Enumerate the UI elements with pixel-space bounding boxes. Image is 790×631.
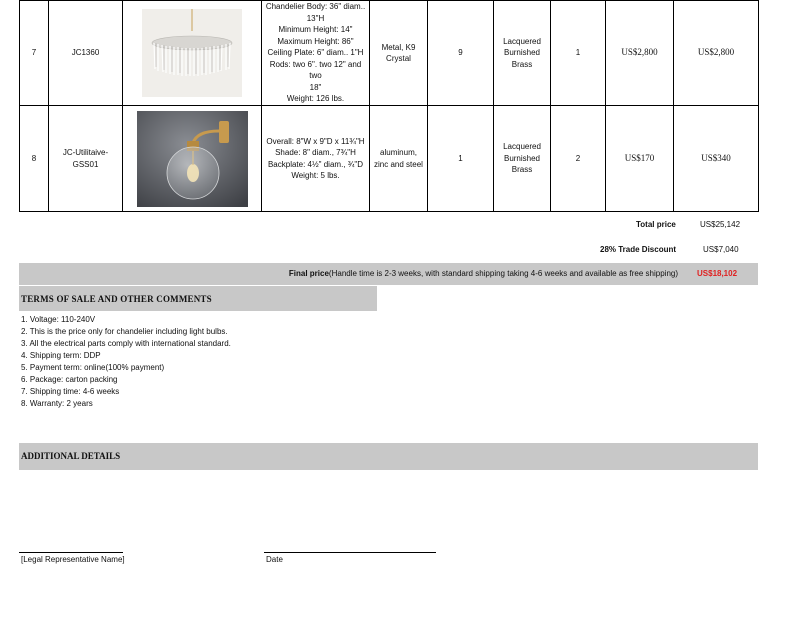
items-table <box>19 0 759 212</box>
list-item: 8. Warranty: 2 years <box>21 399 93 408</box>
trade-discount-value: US$7,040 <box>703 245 739 254</box>
total-price-label: Total price <box>636 220 676 229</box>
additional-details-heading: ADDITIONAL DETAILS <box>21 451 121 461</box>
item-specs: Chandelier Body: 36" diam.. 13"H Minimum Height: 14" Maximum Height: 86" Ceiling Plate: 6" diam.. 1"H Rods: two 6". two 12" and two 18" Weight: 126 lbs. <box>262 1 370 106</box>
list-item: 7. Shipping time: 4-6 weeks <box>21 387 120 396</box>
item-number: 7 <box>20 1 49 106</box>
total-price-value: US$25,142 <box>700 220 741 229</box>
representative-label: [Legal Representative Name] <box>21 555 125 564</box>
trade-discount-label: 28% Trade Discount <box>600 245 677 254</box>
final-price-value: US$18,102 <box>697 269 738 278</box>
terms-heading-bar <box>19 286 377 311</box>
item-code: JC-Utilitaive- GSS01 <box>49 106 123 212</box>
list-item: 1. Voltage: 110-240V <box>21 315 96 324</box>
item-material: aluminum, zinc and steel <box>370 106 428 212</box>
table-row <box>20 1 759 106</box>
item-quantity: 2 <box>551 106 606 212</box>
terms-heading: TERMS OF SALE AND OTHER COMMENTS <box>21 294 212 304</box>
item-material: Metal, K9 Crystal <box>370 1 428 106</box>
item-specs: Overall: 8"W x 9"D x 11¾"H Shade: 8" diam., 7¾"H Backplate: 4½" diam., ¾"D Weight: 5 lbs. <box>262 106 370 212</box>
list-item: 4. Shipping term: DDP <box>21 351 101 360</box>
item-total: US$340 <box>674 106 759 212</box>
list-item: 6. Package: carton packing <box>21 375 118 384</box>
item-image-cell <box>123 106 262 212</box>
representative-signature-line <box>19 552 123 553</box>
item-code: JC1360 <box>49 1 123 106</box>
list-item: 3. All the electrical parts comply with international standard. <box>21 339 231 348</box>
crystal-chandelier-photo <box>142 9 242 97</box>
item-finish: Lacquered Burnished Brass <box>494 1 551 106</box>
item-finish: Lacquered Burnished Brass <box>494 106 551 212</box>
item-image-cell <box>123 1 262 106</box>
item-unit-price: US$2,800 <box>606 1 674 106</box>
date-label: Date <box>266 555 283 564</box>
item-quantity: 1 <box>551 1 606 106</box>
terms-list <box>21 314 231 410</box>
list-item: 5. Payment term: online(100% payment) <box>21 363 165 372</box>
item-qty-a: 1 <box>428 106 494 212</box>
final-price-bar <box>19 263 758 285</box>
date-signature-line <box>264 552 436 553</box>
item-total: US$2,800 <box>674 1 759 106</box>
additional-details-bar <box>19 443 758 470</box>
item-number: 8 <box>20 106 49 212</box>
item-qty-a: 9 <box>428 1 494 106</box>
item-unit-price: US$170 <box>606 106 674 212</box>
final-price-label: Final price(Handle time is 2-3 weeks, with standard shipping taking 4-6 weeks and available as free shipping) <box>288 269 678 278</box>
globe-sconce-photo <box>137 111 248 207</box>
list-item: 2. This is the price only for chandelier including light bulbs. <box>21 327 228 336</box>
table-row <box>20 106 759 212</box>
